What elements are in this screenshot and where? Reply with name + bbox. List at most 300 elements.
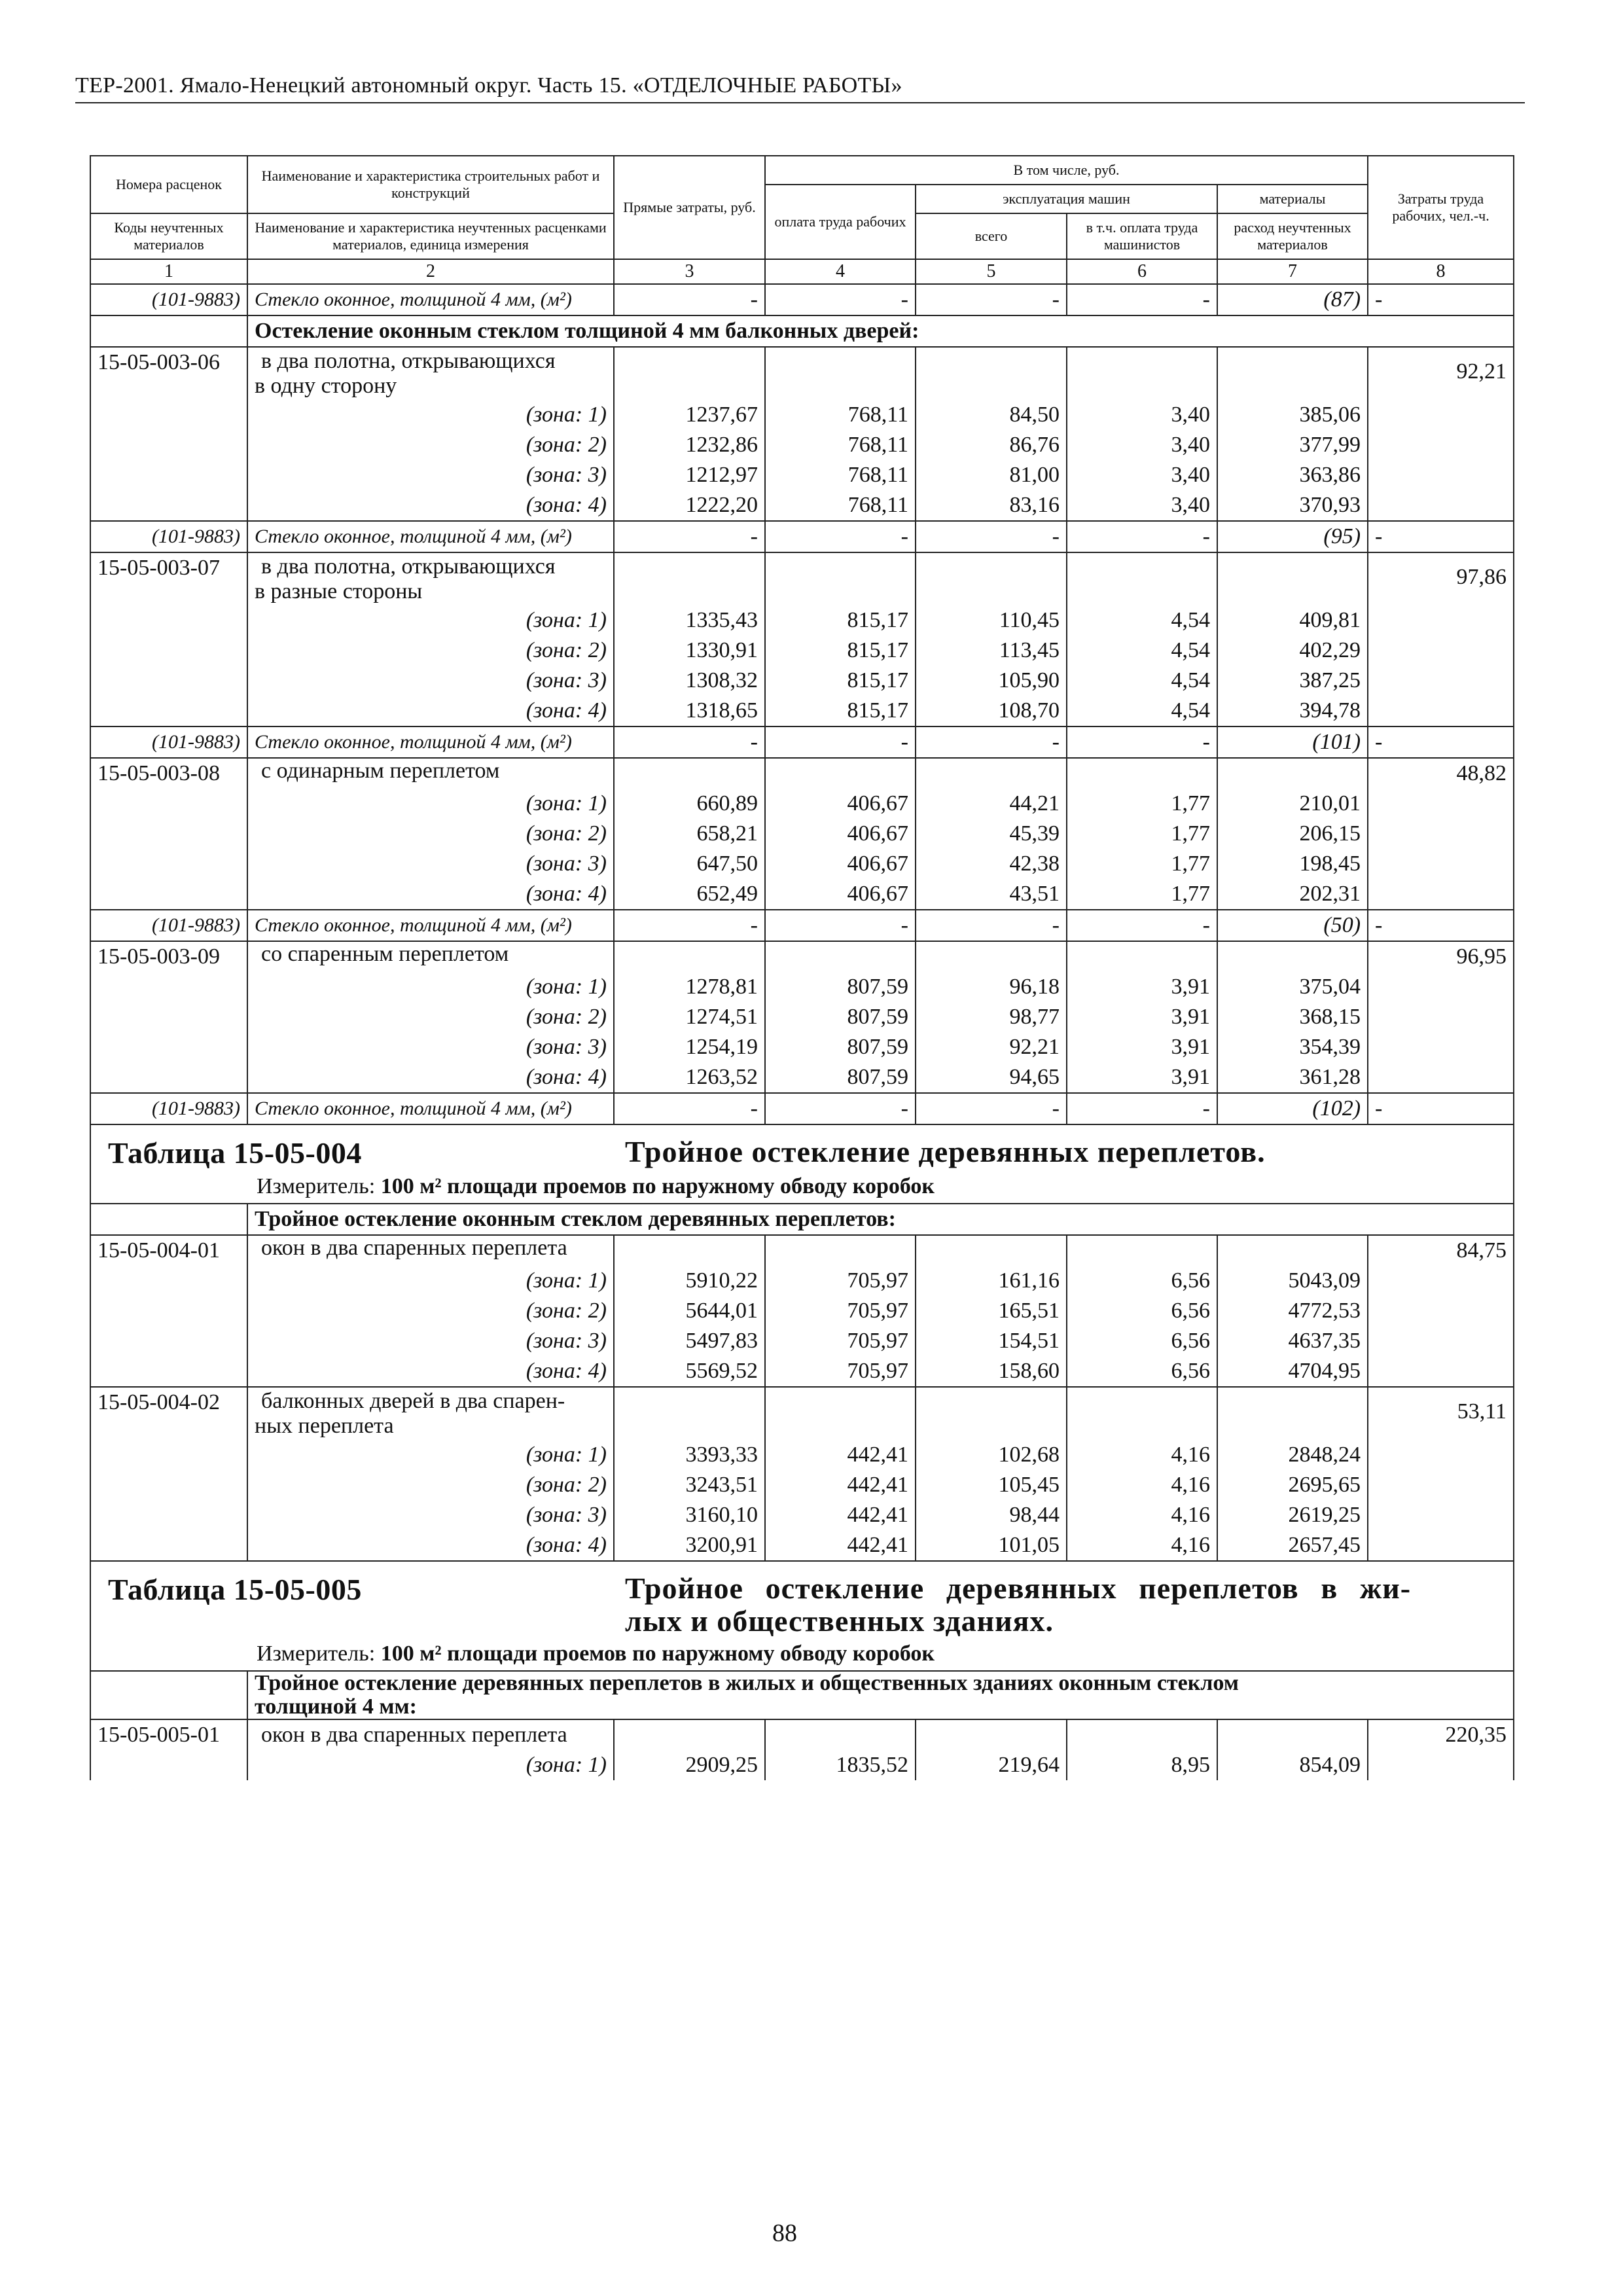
empty-cell [90, 430, 247, 460]
table-title [625, 1572, 1496, 1638]
direct-costs: 652,49 [614, 879, 765, 910]
empty-cell [1368, 972, 1514, 1002]
empty-cell [1368, 1326, 1514, 1356]
labor-costs: - [1368, 726, 1514, 758]
empty-cell [1368, 1470, 1514, 1500]
machines-total: 86,76 [916, 430, 1067, 460]
direct-costs: 3200,91 [614, 1530, 765, 1561]
worker-pay: 815,17 [765, 636, 916, 666]
zone-label: (зона: 3) [247, 460, 614, 490]
empty-cell [90, 666, 247, 696]
rate-name [247, 758, 614, 789]
empty-cell [90, 1204, 247, 1235]
group-title [247, 1671, 1514, 1719]
zone-label: (зона: 2) [247, 1296, 614, 1326]
zone-label: (зона: 2) [247, 1470, 614, 1500]
material-row [90, 1093, 1514, 1124]
worker-pay: 815,17 [765, 666, 916, 696]
empty-cell [1067, 552, 1217, 605]
worker-pay: 807,59 [765, 1002, 916, 1032]
empty-cell [1217, 347, 1368, 400]
material-code: (101-9883) [90, 284, 247, 315]
zone-row [90, 789, 1514, 819]
machines-total: 98,77 [916, 1002, 1067, 1032]
rate-code: 15-05-004-02 [90, 1387, 247, 1440]
zone-row [90, 636, 1514, 666]
zone-row [90, 1750, 1514, 1780]
worker-pay: 815,17 [765, 696, 916, 726]
labor-costs: 84,75 [1368, 1235, 1514, 1266]
zone-row [90, 1266, 1514, 1296]
empty-cell [614, 1235, 765, 1266]
page-header: ТЕР-2001. Ямало-Ненецкий автономный округ. Часть 15. «ОТДЕЛОЧНЫЕ РАБОТЫ» [75, 73, 1525, 103]
direct-costs: 1330,91 [614, 636, 765, 666]
machines-total: 105,45 [916, 1470, 1067, 1500]
empty-cell [614, 758, 765, 789]
worker-pay: 807,59 [765, 1062, 916, 1093]
machinist-pay: 3,91 [1067, 972, 1217, 1002]
material-use: 354,39 [1217, 1032, 1368, 1062]
machinist-pay: 4,54 [1067, 696, 1217, 726]
empty-cell [916, 941, 1067, 972]
empty-cell [1368, 460, 1514, 490]
machines-total: 158,60 [916, 1356, 1067, 1387]
empty-cell [916, 347, 1067, 400]
col-header-labor-costs: Затраты труда рабочих, чел.-ч. [1368, 156, 1514, 259]
material-use: 4637,35 [1217, 1326, 1368, 1356]
machinist-pay: - [1067, 284, 1217, 315]
direct-costs: 1278,81 [614, 972, 765, 1002]
empty-cell [1368, 849, 1514, 879]
table-title-line: лых и общественных зданиях. [625, 1604, 1054, 1638]
zone-label: (зона: 4) [247, 1530, 614, 1561]
table-title: Тройное остекление деревянных переплетов. [625, 1135, 1266, 1168]
empty-cell [90, 1266, 247, 1296]
empty-cell [1067, 1235, 1217, 1266]
labor-costs: - [1368, 284, 1514, 315]
material-name: Стекло оконное, толщиной 4 мм, (м²) [247, 284, 614, 315]
worker-pay: 705,97 [765, 1326, 916, 1356]
col-header-rate-no: Номера расценок [90, 156, 247, 213]
material-row [90, 521, 1514, 552]
empty-cell [1217, 1719, 1368, 1750]
material-use: 4704,95 [1217, 1356, 1368, 1387]
worker-pay: 442,41 [765, 1470, 916, 1500]
worker-pay: 442,41 [765, 1500, 916, 1530]
material-use: 370,93 [1217, 490, 1368, 521]
col-header-including: В том числе, руб. [765, 156, 1368, 185]
rate-row [90, 552, 1514, 605]
zone-label: (зона: 1) [247, 605, 614, 636]
material-name: Стекло оконное, толщиной 4 мм, (м²) [247, 1093, 614, 1124]
material-use: (50) [1217, 910, 1368, 941]
empty-cell [1368, 1002, 1514, 1032]
empty-cell [1368, 1530, 1514, 1561]
col-header-direct-costs: Прямые затраты, руб. [614, 156, 765, 259]
col-header-machines: эксплуатация машин [916, 185, 1217, 213]
rate-code: 15-05-003-09 [90, 941, 247, 972]
rate-name [247, 1719, 614, 1750]
col-number: 2 [247, 259, 614, 284]
direct-costs: - [614, 910, 765, 941]
empty-cell [1368, 636, 1514, 666]
group-title-text: Тройное остекление оконным стеклом деревянных переплетов: [255, 1207, 896, 1231]
machinist-pay: 3,40 [1067, 430, 1217, 460]
measurement-label: Измеритель: [257, 1641, 376, 1666]
zone-row [90, 400, 1514, 430]
machinist-pay: 4,54 [1067, 636, 1217, 666]
labor-costs: 96,95 [1368, 941, 1514, 972]
empty-cell [1217, 758, 1368, 789]
group-title-text: Остекление оконным стеклом толщиной 4 мм балконных дверей: [255, 319, 919, 343]
empty-cell [614, 552, 765, 605]
labor-costs: 220,35 [1368, 1719, 1514, 1750]
empty-cell [765, 758, 916, 789]
empty-cell [1368, 696, 1514, 726]
worker-pay: 768,11 [765, 460, 916, 490]
machines-total: - [916, 284, 1067, 315]
rate-name-line: окон в два спаренных переплета [261, 1723, 567, 1747]
material-use: 361,28 [1217, 1062, 1368, 1093]
rate-name-line: окон в два спаренных переплета [261, 1236, 567, 1260]
labor-costs: - [1368, 521, 1514, 552]
direct-costs: 3243,51 [614, 1470, 765, 1500]
rate-name-line: в разные стороны [255, 579, 423, 603]
group-title [247, 1204, 1514, 1235]
col-number: 4 [765, 259, 916, 284]
worker-pay: 406,67 [765, 879, 916, 910]
worker-pay: 442,41 [765, 1530, 916, 1561]
labor-costs: - [1368, 910, 1514, 941]
empty-cell [90, 1500, 247, 1530]
material-code: (101-9883) [90, 910, 247, 941]
machines-total: 108,70 [916, 696, 1067, 726]
col-header-material-codes: Коды неучтенных материалов [90, 213, 247, 259]
empty-cell [1368, 430, 1514, 460]
rate-name-line: ных переплета [255, 1414, 394, 1438]
zone-row [90, 1326, 1514, 1356]
direct-costs: - [614, 284, 765, 315]
machines-total: 96,18 [916, 972, 1067, 1002]
empty-cell [90, 789, 247, 819]
labor-costs: 97,86 [1368, 552, 1514, 605]
empty-cell [916, 1719, 1067, 1750]
worker-pay: 768,11 [765, 490, 916, 521]
zone-label: (зона: 4) [247, 1356, 614, 1387]
zone-label: (зона: 3) [247, 1032, 614, 1062]
machinist-pay: 3,40 [1067, 400, 1217, 430]
direct-costs: 1222,20 [614, 490, 765, 521]
empty-cell [1368, 1356, 1514, 1387]
rate-code: 15-05-003-08 [90, 758, 247, 789]
rate-row [90, 758, 1514, 789]
material-use: 2848,24 [1217, 1440, 1368, 1470]
machinist-pay: - [1067, 521, 1217, 552]
machines-total: - [916, 910, 1067, 941]
machines-total: 43,51 [916, 879, 1067, 910]
empty-cell [1368, 1062, 1514, 1093]
machines-total: 44,21 [916, 789, 1067, 819]
empty-cell [90, 605, 247, 636]
measurement-unit [108, 1641, 1496, 1666]
empty-cell [90, 460, 247, 490]
rate-name-line: в два полотна, открывающихся [261, 349, 556, 373]
material-row [90, 910, 1514, 941]
empty-cell [90, 1440, 247, 1470]
empty-cell [90, 1470, 247, 1500]
group-row [90, 1204, 1514, 1235]
table-title-row [90, 1561, 1514, 1671]
machinist-pay: 4,16 [1067, 1440, 1217, 1470]
zone-label: (зона: 1) [247, 789, 614, 819]
empty-cell [1217, 941, 1368, 972]
empty-cell [1368, 1500, 1514, 1530]
empty-cell [1368, 1440, 1514, 1470]
rate-name-line: с одинарным переплетом [261, 759, 500, 783]
zone-label: (зона: 4) [247, 879, 614, 910]
empty-cell [90, 1356, 247, 1387]
machinist-pay: 3,40 [1067, 490, 1217, 521]
empty-cell [1368, 819, 1514, 849]
material-use: (87) [1217, 284, 1368, 315]
table-number: Таблица 15-05-005 [108, 1573, 362, 1606]
col-header-worker-pay: оплата труда рабочих [765, 185, 916, 259]
empty-cell [1368, 1750, 1514, 1780]
empty-cell [916, 1235, 1067, 1266]
empty-cell [1368, 666, 1514, 696]
worker-pay: 406,67 [765, 819, 916, 849]
rate-name [247, 347, 614, 400]
machines-total: 101,05 [916, 1530, 1067, 1561]
direct-costs: 1232,86 [614, 430, 765, 460]
material-use: 402,29 [1217, 636, 1368, 666]
material-use: 210,01 [1217, 789, 1368, 819]
machines-total: - [916, 726, 1067, 758]
material-code: (101-9883) [90, 521, 247, 552]
table-title-line: Тройное остекление деревянных переплетов в жи- [625, 1571, 1412, 1605]
page-number: 88 [772, 2219, 797, 2247]
empty-cell [90, 1002, 247, 1032]
rate-name-line: в одну сторону [255, 374, 397, 398]
material-use: 5043,09 [1217, 1266, 1368, 1296]
machines-total: 154,51 [916, 1326, 1067, 1356]
machines-total: 219,64 [916, 1750, 1067, 1780]
zone-label: (зона: 4) [247, 1062, 614, 1093]
machines-total: 92,21 [916, 1032, 1067, 1062]
machines-total: - [916, 1093, 1067, 1124]
zone-label: (зона: 3) [247, 849, 614, 879]
empty-cell [90, 1326, 247, 1356]
machinist-pay: 4,16 [1067, 1530, 1217, 1561]
machines-total: 105,90 [916, 666, 1067, 696]
rate-code: 15-05-003-07 [90, 552, 247, 605]
material-name: Стекло оконное, толщиной 4 мм, (м²) [247, 521, 614, 552]
empty-cell [916, 758, 1067, 789]
worker-pay: 406,67 [765, 789, 916, 819]
worker-pay: 705,97 [765, 1266, 916, 1296]
worker-pay: - [765, 284, 916, 315]
machinist-pay: 4,54 [1067, 605, 1217, 636]
direct-costs: 3393,33 [614, 1440, 765, 1470]
material-use: 206,15 [1217, 819, 1368, 849]
measurement-value: 100 м² площади проемов по наружному обводу коробок [380, 1641, 935, 1666]
zone-label: (зона: 2) [247, 1002, 614, 1032]
machinist-pay: 4,16 [1067, 1500, 1217, 1530]
material-code: (101-9883) [90, 1093, 247, 1124]
rate-name-line: в два полотна, открывающихся [261, 554, 556, 579]
worker-pay: 406,67 [765, 849, 916, 879]
zone-label: (зона: 2) [247, 430, 614, 460]
direct-costs: 3160,10 [614, 1500, 765, 1530]
direct-costs: 5910,22 [614, 1266, 765, 1296]
empty-cell [1067, 1387, 1217, 1440]
machinist-pay: 4,16 [1067, 1470, 1217, 1500]
empty-cell [1368, 400, 1514, 430]
rate-name [247, 552, 614, 605]
material-use: 385,06 [1217, 400, 1368, 430]
zone-label: (зона: 1) [247, 1440, 614, 1470]
empty-cell [1368, 605, 1514, 636]
machinist-pay: 6,56 [1067, 1356, 1217, 1387]
material-name: Стекло оконное, толщиной 4 мм, (м²) [247, 910, 614, 941]
zone-row [90, 849, 1514, 879]
rate-code: 15-05-003-06 [90, 347, 247, 400]
worker-pay: 815,17 [765, 605, 916, 636]
material-use: 198,45 [1217, 849, 1368, 879]
group-row [90, 315, 1514, 347]
machines-total: 42,38 [916, 849, 1067, 879]
zone-label: (зона: 2) [247, 636, 614, 666]
machinist-pay: 6,56 [1067, 1326, 1217, 1356]
empty-cell [90, 1062, 247, 1093]
col-number: 5 [916, 259, 1067, 284]
machinist-pay: 3,91 [1067, 1002, 1217, 1032]
direct-costs: 5644,01 [614, 1296, 765, 1326]
zone-label: (зона: 1) [247, 400, 614, 430]
empty-cell [765, 1387, 916, 1440]
machines-total: 45,39 [916, 819, 1067, 849]
machinist-pay: 1,77 [1067, 819, 1217, 849]
machines-total: 98,44 [916, 1500, 1067, 1530]
empty-cell [1368, 490, 1514, 521]
direct-costs: - [614, 521, 765, 552]
measurement-label: Измеритель: [257, 1174, 376, 1198]
zone-row [90, 666, 1514, 696]
direct-costs: 647,50 [614, 849, 765, 879]
direct-costs: - [614, 1093, 765, 1124]
col-header-machines-total: всего [916, 213, 1067, 259]
empty-cell [765, 552, 916, 605]
empty-cell [90, 1032, 247, 1062]
rate-name-line: со спаренным переплетом [261, 942, 509, 966]
material-use: 368,15 [1217, 1002, 1368, 1032]
empty-cell [90, 819, 247, 849]
rate-row [90, 1235, 1514, 1266]
worker-pay: 768,11 [765, 400, 916, 430]
empty-cell [90, 1530, 247, 1561]
direct-costs: 660,89 [614, 789, 765, 819]
empty-cell [90, 1671, 247, 1719]
material-row [90, 284, 1514, 315]
material-use: (95) [1217, 521, 1368, 552]
col-header-material-use: расход неучтенных материалов [1217, 213, 1368, 259]
empty-cell [1368, 1296, 1514, 1326]
material-use: 409,81 [1217, 605, 1368, 636]
worker-pay: 807,59 [765, 1032, 916, 1062]
empty-cell [90, 490, 247, 521]
empty-cell [1217, 552, 1368, 605]
measurement-unit [108, 1174, 1496, 1199]
empty-cell [90, 1296, 247, 1326]
table-title-row [90, 1124, 1514, 1204]
machinist-pay: 3,91 [1067, 1032, 1217, 1062]
col-number: 8 [1368, 259, 1514, 284]
empty-cell [1217, 1387, 1368, 1440]
rate-row [90, 347, 1514, 400]
col-number: 6 [1067, 259, 1217, 284]
machinist-pay: 3,91 [1067, 1062, 1217, 1093]
worker-pay: 807,59 [765, 972, 916, 1002]
material-code: (101-9883) [90, 726, 247, 758]
rate-name-line: балконных дверей в два спарен- [261, 1389, 565, 1413]
empty-cell [1067, 347, 1217, 400]
zone-label: (зона: 1) [247, 1266, 614, 1296]
machines-total: 81,00 [916, 460, 1067, 490]
empty-cell [90, 636, 247, 666]
zone-label: (зона: 1) [247, 972, 614, 1002]
empty-cell [765, 1719, 916, 1750]
col-number: 7 [1217, 259, 1368, 284]
empty-cell [1217, 1235, 1368, 1266]
empty-cell [614, 941, 765, 972]
material-use: 2619,25 [1217, 1500, 1368, 1530]
rates-table [90, 155, 1514, 1780]
zone-row [90, 605, 1514, 636]
col-header-machinist-pay: в т.ч. оплата труда машинистов [1067, 213, 1217, 259]
machinist-pay: 8,95 [1067, 1750, 1217, 1780]
empty-cell [90, 972, 247, 1002]
zone-row [90, 1032, 1514, 1062]
machines-total: 83,16 [916, 490, 1067, 521]
zone-row [90, 490, 1514, 521]
worker-pay: - [765, 1093, 916, 1124]
col-header-materials: материалы [1217, 185, 1368, 213]
group-title [247, 315, 1514, 347]
machines-total: - [916, 521, 1067, 552]
material-row [90, 726, 1514, 758]
col-header-material-names: Наименование и характеристика неучтенных расценками материалов, единица измерения [247, 213, 614, 259]
zone-row [90, 1356, 1514, 1387]
empty-cell [90, 879, 247, 910]
material-use: 2657,45 [1217, 1530, 1368, 1561]
empty-cell [90, 1750, 247, 1780]
material-use: 4772,53 [1217, 1296, 1368, 1326]
zone-label: (зона: 3) [247, 666, 614, 696]
material-use: 854,09 [1217, 1750, 1368, 1780]
empty-cell [1368, 789, 1514, 819]
table-title-block [90, 1561, 1514, 1671]
zone-row [90, 1470, 1514, 1500]
material-use: (101) [1217, 726, 1368, 758]
zone-row [90, 1002, 1514, 1032]
direct-costs: 1308,32 [614, 666, 765, 696]
rate-row [90, 1719, 1514, 1750]
machinist-pay: 1,77 [1067, 789, 1217, 819]
machinist-pay: 1,77 [1067, 879, 1217, 910]
machinist-pay: - [1067, 910, 1217, 941]
empty-cell [614, 347, 765, 400]
machinist-pay: 4,54 [1067, 666, 1217, 696]
